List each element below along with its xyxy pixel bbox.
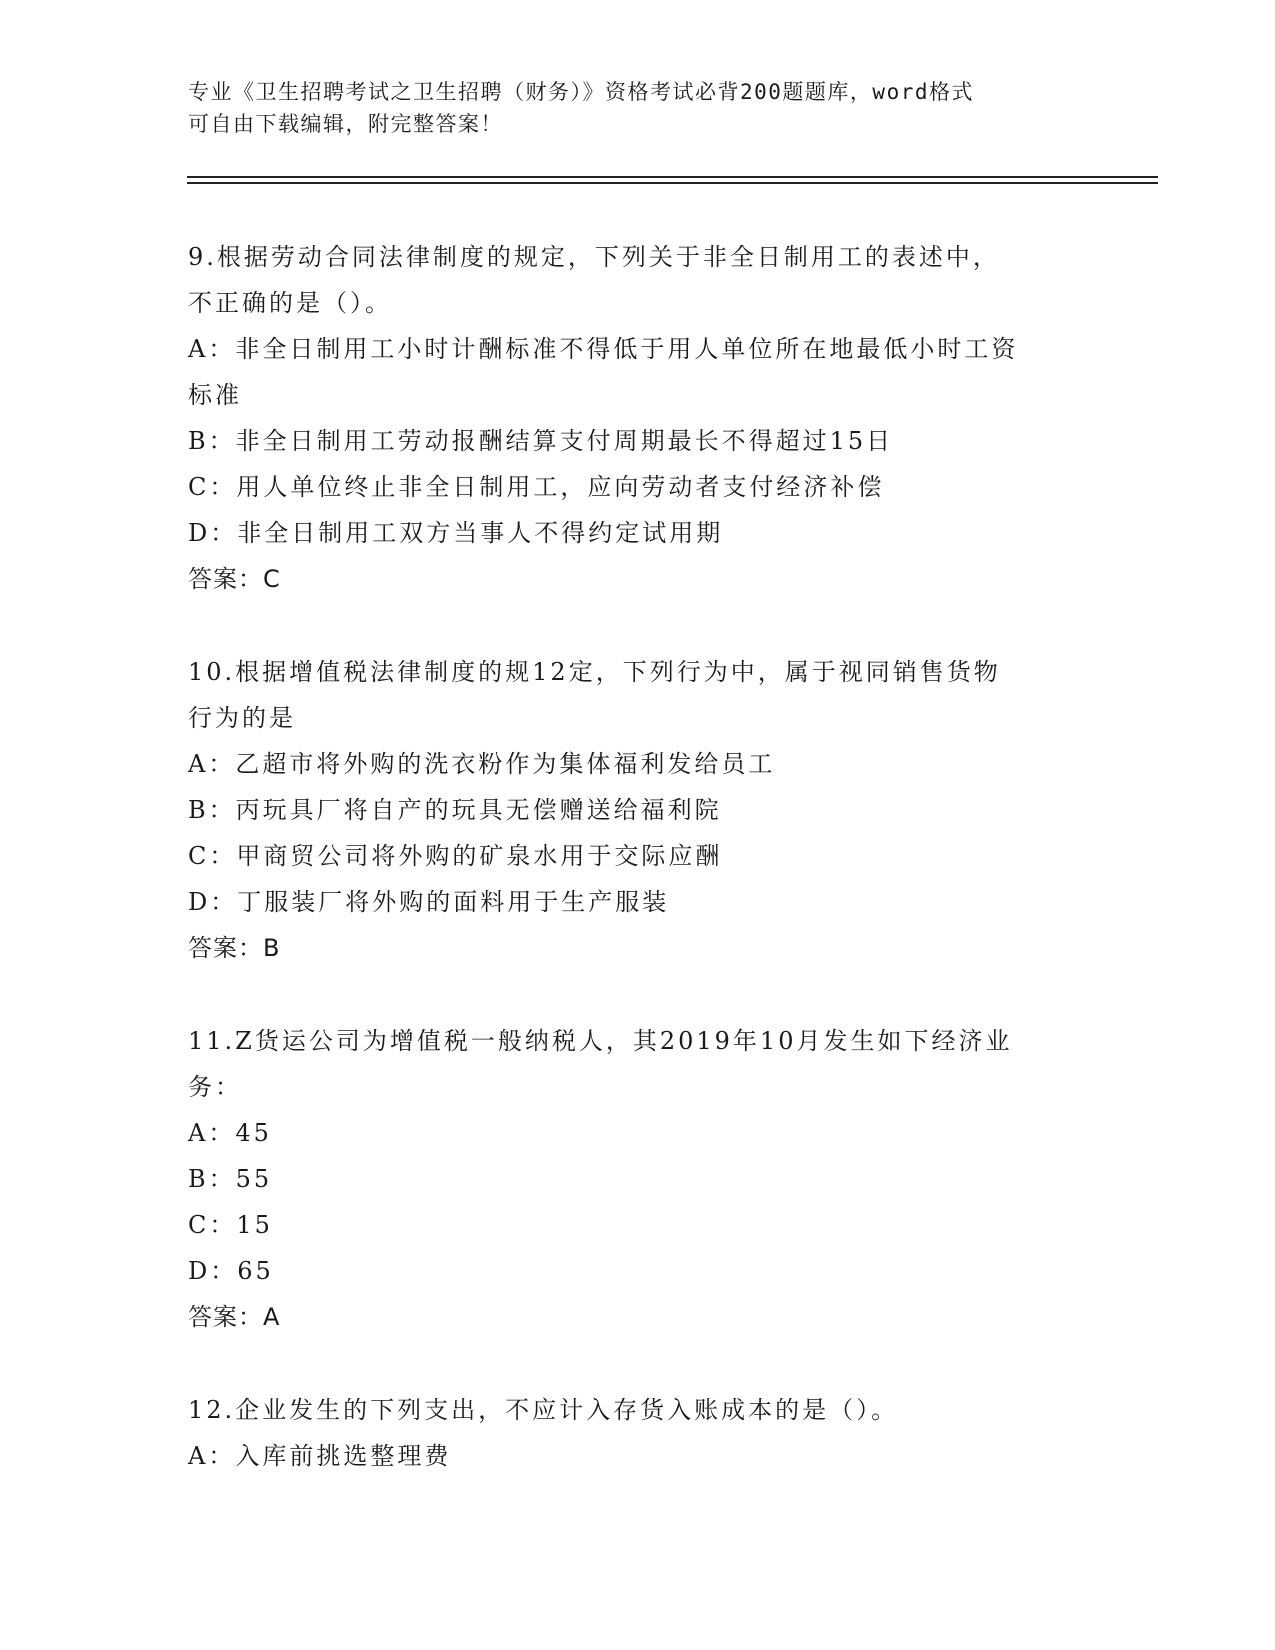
option-b: B：丙玩具厂将自产的玩具无偿赠送给福利院: [188, 796, 722, 824]
option-d: D：65: [188, 1257, 274, 1285]
question-9: [188, 234, 1088, 602]
option-a-continued: 标准: [188, 381, 242, 409]
question-stem-line: 不正确的是（）。: [188, 289, 392, 317]
header-divider-bottom: [187, 182, 1158, 184]
question-11: [188, 1018, 1088, 1340]
question-10: [188, 649, 1088, 971]
question-stem-line: 9.根据劳动合同法律制度的规定，下列关于非全日制用工的表述中，: [188, 243, 1000, 271]
option-b: B：55: [188, 1165, 273, 1193]
option-a: A：入库前挑选整理费: [188, 1442, 452, 1470]
answer-label: 答案：B: [188, 934, 281, 962]
option-a: A：非全日制用工小时计酬标准不得低于用人单位所在地最低小时工资: [188, 335, 1019, 363]
answer-label: 答案：A: [188, 1303, 281, 1331]
document-header: [188, 76, 1068, 140]
header-title-line-1: 专业《卫生招聘考试之卫生招聘（财务）》资格考试必背200题题库，word格式: [188, 80, 974, 104]
option-d: D：丁服装厂将外购的面料用于生产服装: [188, 888, 670, 916]
question-stem-line: 12.企业发生的下列支出，不应计入存货入账成本的是（）。: [188, 1396, 899, 1424]
question-list: [188, 234, 1088, 1526]
header-divider-top: [187, 176, 1158, 178]
option-a: A：45: [188, 1119, 272, 1147]
option-c: C：用人单位终止非全日制用工，应向劳动者支付经济补偿: [188, 473, 885, 501]
header-title-line-2: 可自由下载编辑，附完整答案！: [188, 112, 503, 136]
option-c: C：甲商贸公司将外购的矿泉水用于交际应酬: [188, 842, 723, 870]
question-stem-line: 行为的是: [188, 704, 296, 732]
option-c: C：15: [188, 1211, 273, 1239]
option-d: D：非全日制用工双方当事人不得约定试用期: [188, 519, 724, 547]
question-stem-line: 11.Z货运公司为增值税一般纳税人，其2019年10月发生如下经济业: [188, 1027, 1013, 1055]
option-a: A：乙超市将外购的洗衣粉作为集体福利发给员工: [188, 750, 776, 778]
question-12: [188, 1387, 1088, 1479]
question-stem-line: 10.根据增值税法律制度的规12定，下列行为中，属于视同销售货物: [188, 658, 1001, 686]
question-stem-line: 务：: [188, 1073, 242, 1101]
answer-label: 答案：C: [188, 565, 281, 593]
option-b: B：非全日制用工劳动报酬结算支付周期最长不得超过15日: [188, 427, 894, 455]
